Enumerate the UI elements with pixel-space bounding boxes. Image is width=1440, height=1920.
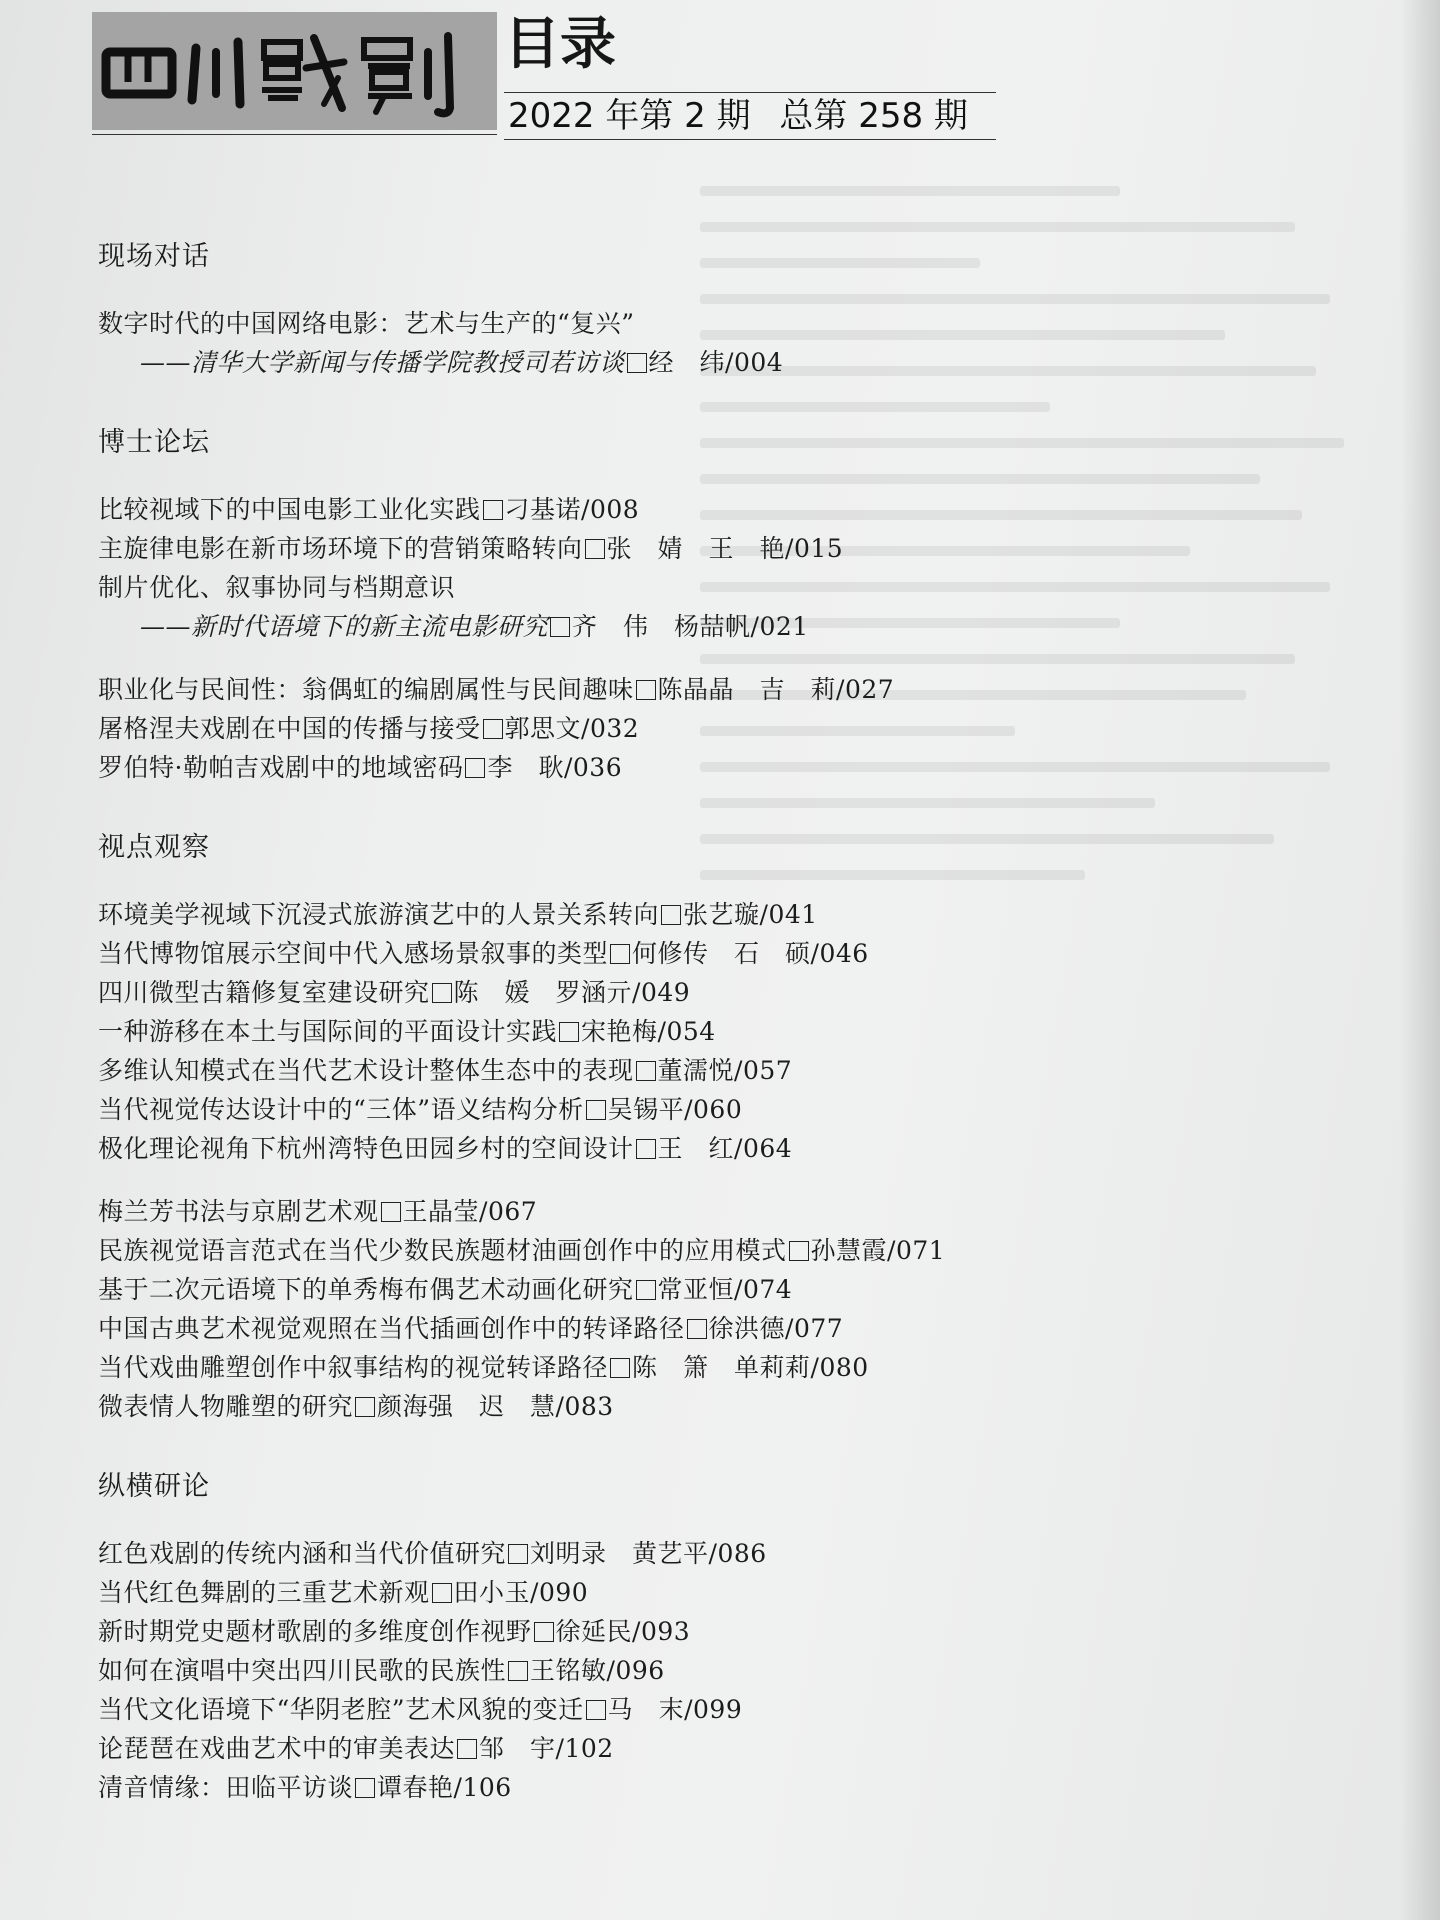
- entry-authors: 齐 伟 杨喆帆: [572, 612, 751, 641]
- entry-page: /032: [581, 714, 640, 743]
- entry-page: /106: [453, 1773, 512, 1802]
- box-separator-icon: [483, 500, 503, 520]
- entry-authors: 常亚恒: [657, 1275, 735, 1304]
- entry-authors: 刘明录 黄艺平: [530, 1539, 709, 1568]
- entry-title: 屠格涅夫戏剧在中国的传播与接受: [98, 714, 481, 743]
- entry-title: 罗伯特·勒帕吉戏剧中的地域密码: [98, 753, 464, 782]
- box-separator-icon: [432, 983, 452, 1003]
- toc-entry[interactable]: [98, 1651, 1238, 1690]
- entry-title: 当代戏曲雕塑创作中叙事结构的视觉转译路径: [98, 1353, 609, 1382]
- entry-authors: 邹 宇: [479, 1734, 556, 1763]
- toc-entry[interactable]: [98, 1729, 1238, 1768]
- journal-logo: [92, 12, 497, 130]
- entry-title: 中国古典艺术视觉观照在当代插画创作中的转译路径: [98, 1314, 685, 1343]
- entry-page: /057: [734, 1056, 793, 1085]
- box-separator-icon: [636, 1139, 656, 1159]
- entry-page: /077: [785, 1314, 844, 1343]
- box-separator-icon: [550, 617, 570, 637]
- entry-title: 论琵琶在戏曲艺术中的审美表达: [98, 1734, 456, 1763]
- toc-entry[interactable]: [98, 973, 1238, 1012]
- entry-page: /064: [734, 1134, 793, 1163]
- entry-title: 新时期党史题材歌剧的多维度创作视野: [98, 1617, 532, 1646]
- toc-entry[interactable]: [98, 934, 1238, 973]
- toc-entry[interactable]: [98, 1387, 1238, 1426]
- entry-page: /093: [632, 1617, 691, 1646]
- toc-entry[interactable]: [98, 1612, 1238, 1651]
- box-separator-icon: [610, 1358, 630, 1378]
- entry-authors: 郭思文: [504, 714, 582, 743]
- entry-authors: 颜海强 迟 慧: [377, 1392, 556, 1421]
- issue-number: 2022 年第 2 期: [508, 96, 751, 136]
- entry-page: /054: [657, 1017, 716, 1046]
- toc-entry[interactable]: [98, 529, 1238, 568]
- entry-title: 一种游移在本土与国际间的平面设计实践: [98, 1017, 558, 1046]
- entry-page: /049: [632, 978, 691, 1007]
- box-separator-icon: [355, 1397, 375, 1417]
- toc-entry[interactable]: [98, 895, 1238, 934]
- box-separator-icon: [585, 539, 605, 559]
- entry-page: /096: [606, 1656, 665, 1685]
- entry-page: /086: [708, 1539, 767, 1568]
- toc-entry[interactable]: [98, 1231, 1238, 1270]
- entry-authors: 徐延民: [555, 1617, 633, 1646]
- toc-entry[interactable]: [98, 568, 1238, 607]
- entry-title: 环境美学视域下沉浸式旅游演艺中的人景关系转向: [98, 900, 660, 929]
- entry-authors: 谭春艳: [377, 1773, 454, 1802]
- entry-authors: 陈 媛 罗涵亓: [453, 978, 633, 1007]
- entry-title: 民族视觉语言范式在当代少数民族题材油画创作中的应用模式: [98, 1236, 787, 1265]
- section-viewpoint-observation: [98, 823, 1238, 1426]
- entry-page: /080: [810, 1353, 869, 1382]
- entry-page: /004: [725, 348, 784, 377]
- toc-entry[interactable]: [98, 1534, 1238, 1573]
- toc-entry[interactable]: [98, 607, 1238, 646]
- entry-title: 清音情缘：田临平访谈: [98, 1773, 354, 1802]
- toc-entry[interactable]: [98, 1051, 1238, 1090]
- entry-authors: 王晶莹: [402, 1197, 480, 1226]
- box-separator-icon: [636, 1061, 656, 1081]
- entry-title: 梅兰芳书法与京剧艺术观: [98, 1197, 379, 1226]
- entry-title: 基于二次元语境下的单秀梅布偶艺术动画化研究: [98, 1275, 634, 1304]
- entry-page: /071: [887, 1236, 946, 1265]
- toc-entry[interactable]: [98, 1348, 1238, 1387]
- box-separator-icon: [483, 719, 503, 739]
- entry-title: 当代博物馆展示空间中代入感场景叙事的类型: [98, 939, 609, 968]
- toc-entry[interactable]: [98, 1192, 1238, 1231]
- box-separator-icon: [586, 1700, 606, 1720]
- toc-entry[interactable]: [98, 1309, 1238, 1348]
- entry-page: /015: [785, 534, 844, 563]
- entry-page: /008: [581, 495, 640, 524]
- entry-authors: 经 纬: [648, 348, 726, 377]
- entry-authors: 张艺璇: [683, 900, 760, 929]
- entry-page: /027: [836, 675, 895, 704]
- entry-subtitle: ——清华大学新闻与传播学院教授司若访谈: [140, 348, 625, 377]
- entry-page: /041: [759, 900, 818, 929]
- issue-info: [504, 92, 996, 140]
- box-separator-icon: [508, 1544, 528, 1564]
- entry-title: 制片优化、叙事协同与档期意识: [98, 573, 456, 602]
- section-title: 博士论坛: [98, 427, 210, 458]
- entry-page: /102: [555, 1734, 614, 1763]
- entry-page: /083: [555, 1392, 614, 1421]
- entry-authors: 刁基诺: [504, 495, 582, 524]
- page-edge-shadow: [1400, 0, 1440, 1920]
- issue-total-number: 总第 258 期: [779, 96, 968, 136]
- toc-entry[interactable]: [98, 1270, 1238, 1309]
- box-separator-icon: [789, 1241, 809, 1261]
- entry-authors: 田小玉: [453, 1578, 531, 1607]
- toc-entry[interactable]: [98, 490, 1238, 529]
- toc-heading: 目录: [504, 12, 616, 77]
- section-doctoral-forum: [98, 418, 1238, 787]
- entry-authors: 孙慧霞: [810, 1236, 888, 1265]
- toc-entry[interactable]: [98, 1012, 1238, 1051]
- section-cross-discussion: [98, 1462, 1238, 1807]
- toc-entry[interactable]: [98, 709, 1238, 748]
- box-separator-icon: [559, 1022, 579, 1042]
- entry-page: /060: [684, 1095, 743, 1124]
- entry-authors: 陈 箫 单莉莉: [632, 1353, 811, 1382]
- entry-authors: 吴锡平: [607, 1095, 685, 1124]
- entry-title: 主旋律电影在新市场环境下的营销策略转向: [98, 534, 583, 563]
- entry-subtitle: ——新时代语境下的新主流电影研究: [140, 612, 549, 641]
- entry-authors: 董濡悦: [657, 1056, 735, 1085]
- section-title: 纵横研论: [98, 1471, 210, 1502]
- entry-authors: 宋艳梅: [581, 1017, 658, 1046]
- masthead-rule: [92, 134, 497, 135]
- entry-page: /021: [750, 612, 809, 641]
- entry-authors: 陈晶晶 吉 莉: [657, 675, 837, 704]
- toc-entry[interactable]: [98, 1090, 1238, 1129]
- box-separator-icon: [355, 1778, 375, 1798]
- section-live-dialogue: [98, 232, 1238, 382]
- entry-title: 当代文化语境下“华阴老腔”艺术风貌的变迁: [98, 1695, 584, 1724]
- entry-page: /090: [530, 1578, 589, 1607]
- box-separator-icon: [687, 1319, 707, 1339]
- table-of-contents: [98, 232, 1238, 1807]
- box-separator-icon: [636, 680, 656, 700]
- box-separator-icon: [457, 1739, 477, 1759]
- entry-authors: 徐洪德: [708, 1314, 786, 1343]
- section-title: 现场对话: [98, 241, 210, 272]
- box-separator-icon: [508, 1661, 528, 1681]
- entry-title: 微表情人物雕塑的研究: [98, 1392, 354, 1421]
- box-separator-icon: [465, 758, 485, 778]
- entry-page: /099: [684, 1695, 743, 1724]
- toc-entry[interactable]: [98, 304, 1238, 343]
- entry-title: 如何在演唱中突出四川民歌的民族性: [98, 1656, 507, 1685]
- toc-entry[interactable]: [98, 1129, 1238, 1168]
- entry-authors: 王铭敏: [530, 1656, 607, 1685]
- box-separator-icon: [627, 353, 647, 373]
- toc-entry[interactable]: [98, 748, 1238, 787]
- entry-title: 当代红色舞剧的三重艺术新观: [98, 1578, 430, 1607]
- toc-entry[interactable]: [98, 1573, 1238, 1612]
- entry-page: /036: [563, 753, 623, 782]
- section-title: 视点观察: [98, 832, 210, 863]
- toc-entry[interactable]: [98, 670, 1238, 709]
- box-separator-icon: [636, 1280, 656, 1300]
- toc-entry[interactable]: [98, 343, 1238, 382]
- toc-entry[interactable]: [98, 1690, 1238, 1729]
- entry-authors: 李 耿: [487, 753, 564, 782]
- entry-authors: 马 末: [607, 1695, 685, 1724]
- box-separator-icon: [534, 1622, 554, 1642]
- entry-page: /067: [479, 1197, 538, 1226]
- box-separator-icon: [586, 1100, 606, 1120]
- entry-title: 极化理论视角下杭州湾特色田园乡村的空间设计: [98, 1134, 634, 1163]
- box-separator-icon: [381, 1202, 401, 1222]
- entry-title: 职业化与民间性：翁偶虹的编剧属性与民间趣味: [98, 675, 634, 704]
- entry-title: 多维认知模式在当代艺术设计整体生态中的表现: [98, 1056, 634, 1085]
- entry-title: 当代视觉传达设计中的“三体”语义结构分析: [98, 1095, 584, 1124]
- entry-title: 红色戏剧的传统内涵和当代价值研究: [98, 1539, 507, 1568]
- entry-page: /046: [810, 939, 869, 968]
- box-separator-icon: [432, 1583, 452, 1603]
- entry-page: /074: [734, 1275, 793, 1304]
- entry-authors: 张 婧 王 艳: [606, 534, 786, 563]
- toc-entry[interactable]: [98, 1768, 1238, 1807]
- entry-title: 四川微型古籍修复室建设研究: [98, 978, 430, 1007]
- box-separator-icon: [661, 905, 681, 925]
- masthead: [92, 12, 982, 137]
- entry-title: 数字时代的中国网络电影：艺术与生产的“复兴”: [98, 309, 635, 338]
- box-separator-icon: [610, 944, 630, 964]
- entry-authors: 王 红: [657, 1134, 735, 1163]
- entry-authors: 何修传 石 硕: [632, 939, 811, 968]
- entry-title: 比较视域下的中国电影工业化实践: [98, 495, 481, 524]
